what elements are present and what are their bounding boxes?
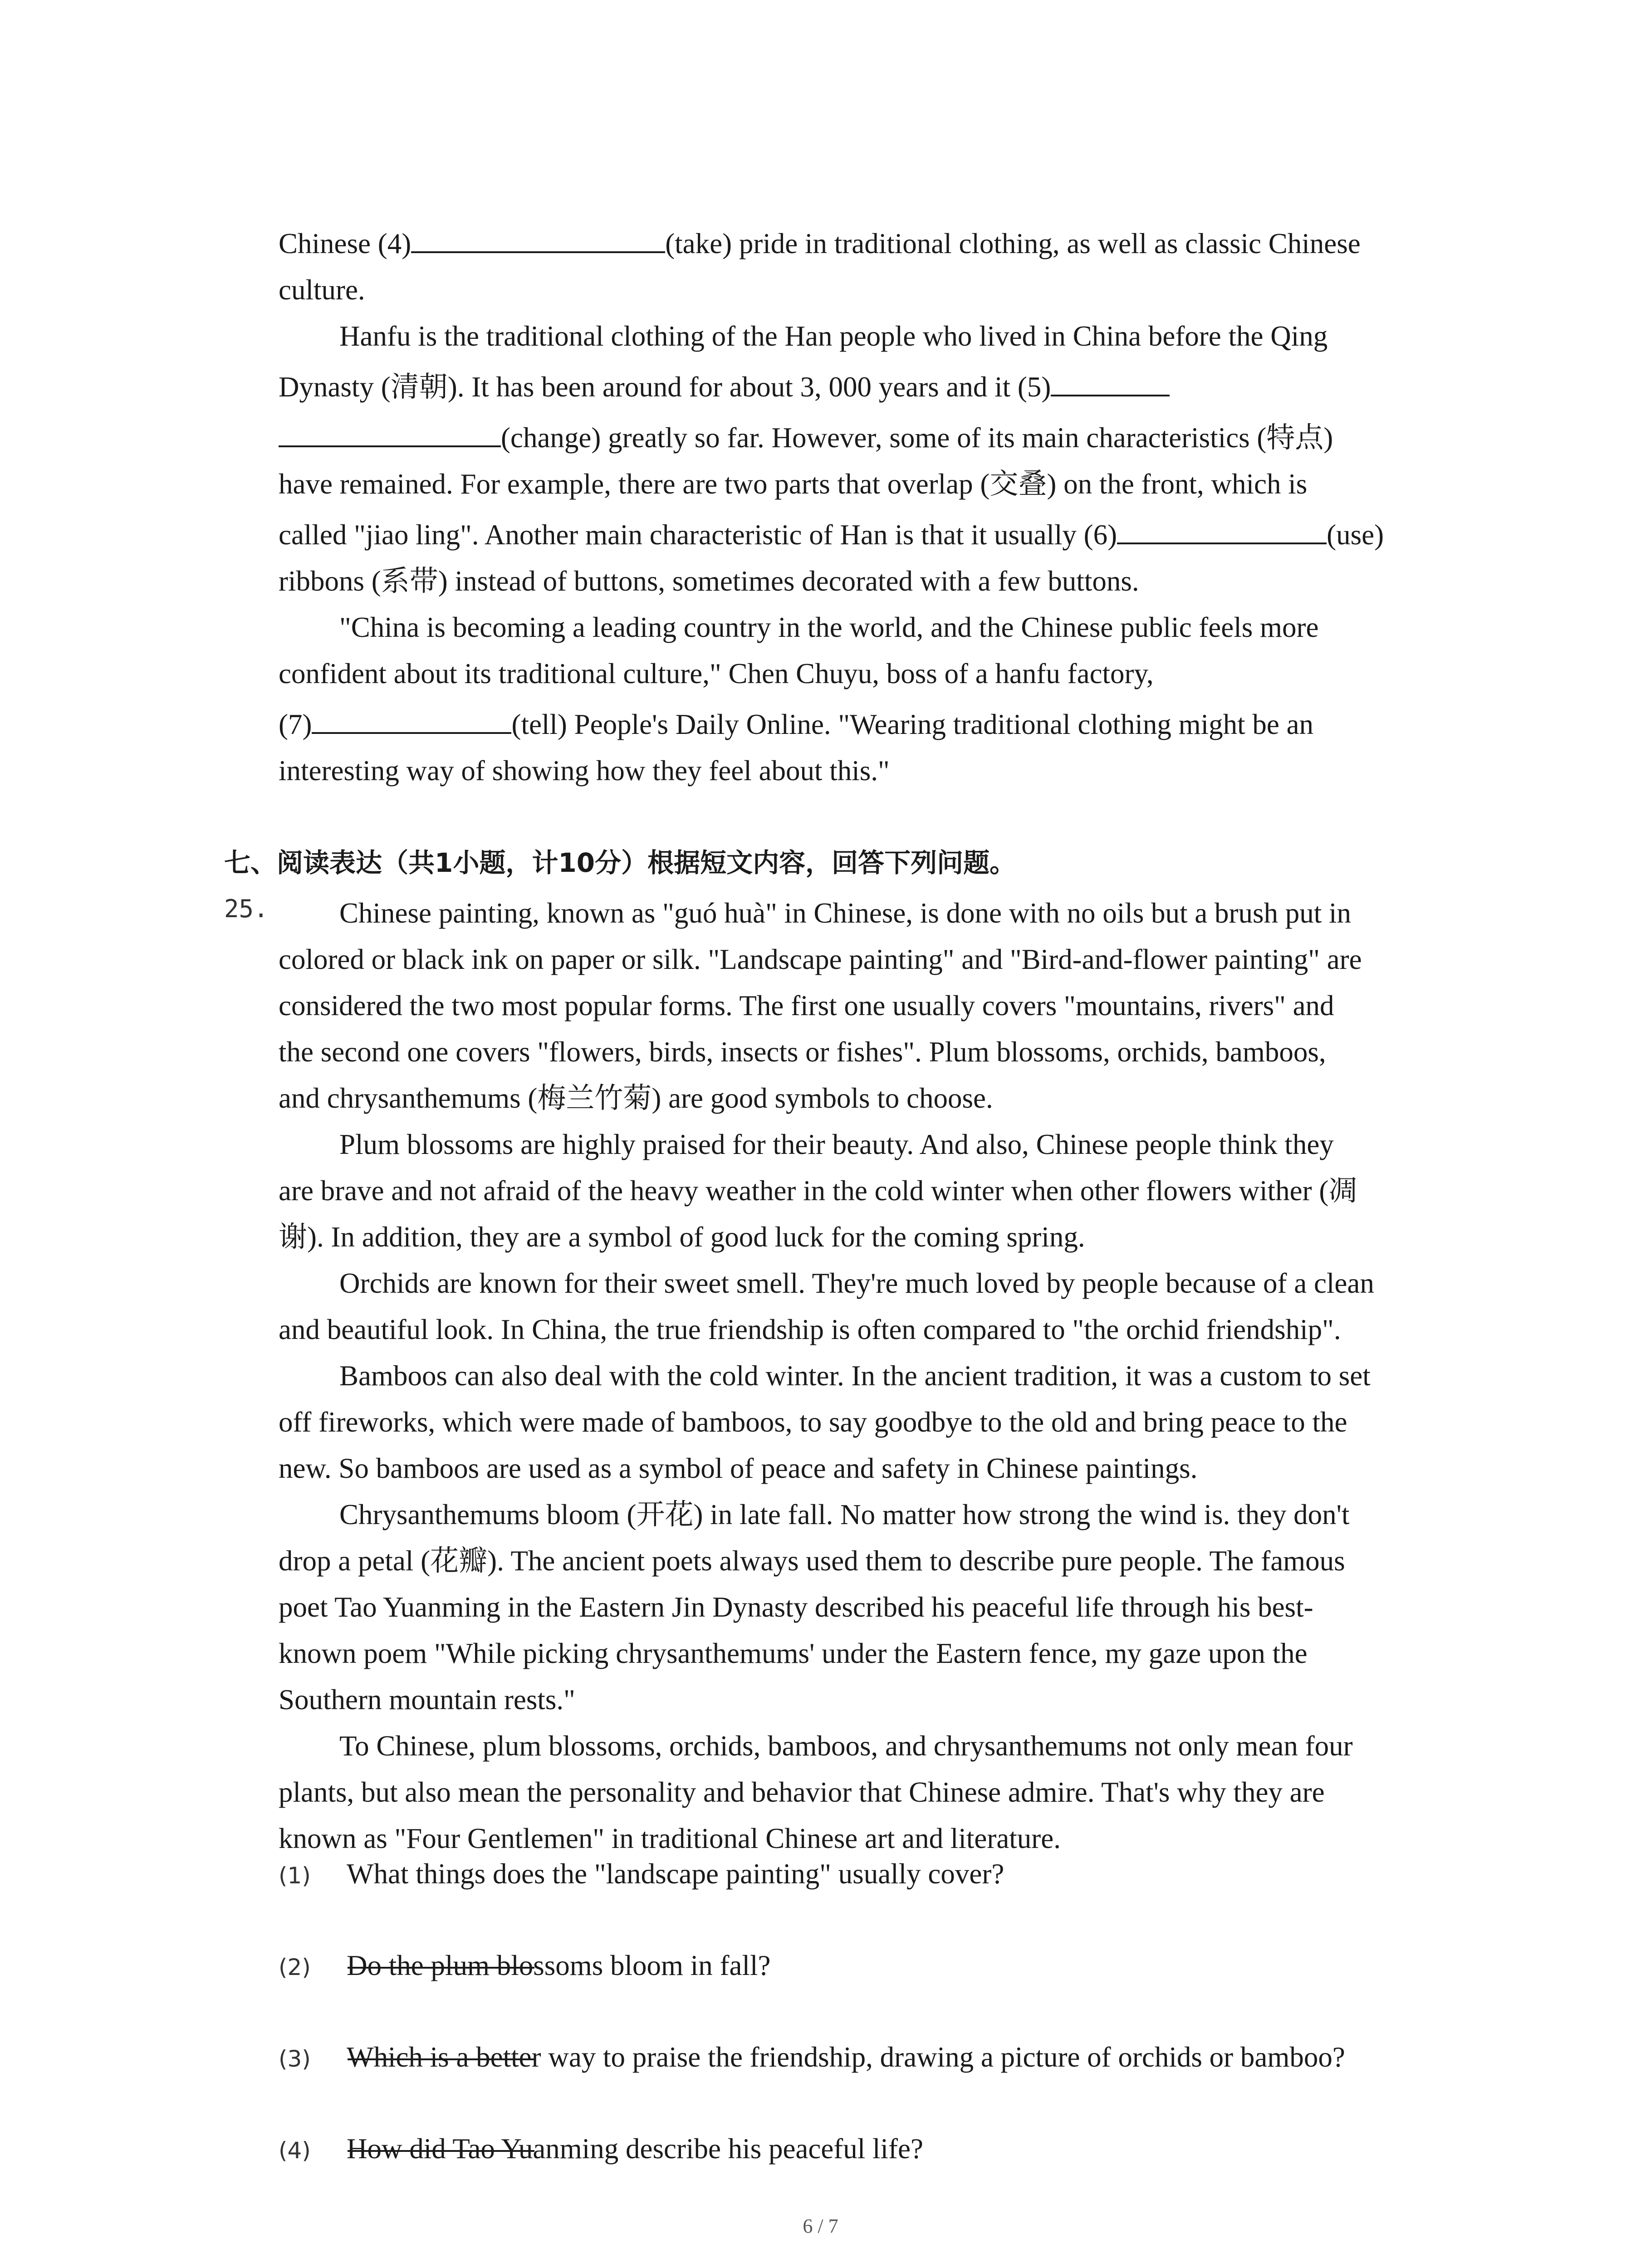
passage-line: the second one covers "flowers, birds, insects or fishes". Plum blossoms, orchids, bamboos, <box>279 1036 1326 1068</box>
sub-question-number: (4) <box>279 2137 311 2164</box>
sub-question-text: What things does the "landscape painting" usually cover? <box>347 1858 1004 1890</box>
sub-question-number: (3) <box>279 2046 311 2072</box>
passage-line: poet Tao Yuanming in the Eastern Jin Dynasty described his peaceful life through his best- <box>279 1591 1313 1623</box>
passage-line: Southern mountain rests." <box>279 1684 575 1716</box>
passage-line: colored or black ink on paper or silk. "Landscape painting" and "Bird-and-flower painting" are <box>279 943 1362 975</box>
passage-line: considered the two most popular forms. The first one usually covers "mountains, rivers" and <box>279 990 1334 1022</box>
passage-line: plants, but also mean the personality and behavior that Chinese admire. That's why they are <box>279 1776 1325 1808</box>
fill-blank-6[interactable] <box>1117 514 1327 544</box>
passage-line: are brave and not afraid of the heavy weather in the cold winter when other flowers wither (凋 <box>279 1175 1357 1207</box>
passage-line: "China is becoming a leading country in the world, and the Chinese public feels more <box>339 611 1319 643</box>
passage-line: culture. <box>279 274 365 306</box>
passage-line: ribbons (系带) instead of buttons, sometimes decorated with a few buttons. <box>279 565 1139 597</box>
passage-line: (7) (tell) People's Daily Online. "Wearing traditional clothing might be an <box>279 701 1454 748</box>
sub-question-2 <box>279 1942 1458 1990</box>
fill-blank-5a[interactable] <box>1051 367 1170 396</box>
passage-line: and chrysanthemums (梅兰竹菊) are good symbols to choose. <box>279 1082 993 1114</box>
sub-question-number: (2) <box>279 1954 311 1980</box>
page-number: 6 / 7 <box>803 2215 838 2237</box>
passage-line: known poem "While picking chrysanthemums' under the Eastern fence, my gaze upon the <box>279 1637 1308 1669</box>
passage-line: Orchids are known for their sweet smell. They're much loved by people because of a clean <box>339 1267 1374 1299</box>
passage-line: off fireworks, which were made of bamboos, to say goodbye to the old and bring peace to the <box>279 1406 1347 1438</box>
passage-line: Chrysanthemums bloom (开花) in late fall. No matter how strong the wind is. they don't <box>339 1499 1350 1530</box>
question-number: 25. <box>224 894 269 923</box>
passage-line: known as "Four Gentlemen" in traditional Chinese art and literature. <box>279 1823 1061 1854</box>
passage-line: have remained. For example, there are two parts that overlap (交叠) on the front, which is <box>279 468 1308 500</box>
passage-line: (change) greatly so far. However, some of its main characteristics (特点) <box>279 415 1454 461</box>
fill-blank-7[interactable] <box>312 704 511 734</box>
fill-blank-5b[interactable] <box>279 417 501 447</box>
passage-line: confident about its traditional culture," Chen Chuyu, boss of a hanfu factory, <box>279 658 1154 689</box>
sub-question-text: Do the plum blossoms bloom in fall? <box>347 1950 771 1981</box>
passage-line: and beautiful look. In China, the true friendship is often compared to "the orchid friendship". <box>279 1314 1341 1345</box>
passage-line: interesting way of showing how they feel about this." <box>279 755 890 787</box>
section-heading: 七、阅读表达（共1小题，计10分）根据短文内容，回答下列问题。 <box>224 847 1016 878</box>
sub-question-4 <box>279 2126 1458 2174</box>
fill-blank-4[interactable] <box>411 223 665 253</box>
passage-line: Plum blossoms are highly praised for their beauty. And also, Chinese people think they <box>339 1129 1334 1160</box>
sub-question-1 <box>279 1851 1458 1899</box>
sub-question-text: Which is a better way to praise the friendship, drawing a picture of orchids or bamboo? <box>347 2041 1345 2073</box>
passage-line: Bamboos can also deal with the cold winter. In the ancient tradition, it was a custom to set <box>339 1360 1371 1392</box>
passage-line: Hanfu is the traditional clothing of the Han people who lived in China before the Qing <box>339 320 1328 352</box>
reading-passage <box>279 890 1454 1862</box>
passage-line: Chinese (4) (take) pride in traditional clothing, as well as classic Chinese <box>279 220 1454 267</box>
passage-line: To Chinese, plum blossoms, orchids, bamboos, and chrysanthemums not only mean four <box>339 1730 1353 1762</box>
sub-question-text: How did Tao Yuanming describe his peaceful life? <box>347 2133 923 2165</box>
sub-question-number: (1) <box>279 1862 311 1889</box>
passage-continuation <box>279 220 1454 794</box>
passage-line: new. So bamboos are used as a symbol of peace and safety in Chinese paintings. <box>279 1452 1198 1484</box>
passage-line: Dynasty (清朝). It has been around for about 3, 000 years and it (5) <box>279 364 1454 410</box>
sub-question-3 <box>279 2034 1458 2082</box>
passage-line: Chinese painting, known as "guó huà" in Chinese, is done with no oils but a brush put in <box>339 897 1352 929</box>
passage-line: drop a petal (花瓣). The ancient poets always used them to describe pure people. The famous <box>279 1545 1345 1577</box>
passage-line: called "jiao ling". Another main characteristic of Han is that it usually (6) (use) <box>279 512 1454 558</box>
passage-line: 谢). In addition, they are a symbol of good luck for the coming spring. <box>279 1221 1085 1253</box>
